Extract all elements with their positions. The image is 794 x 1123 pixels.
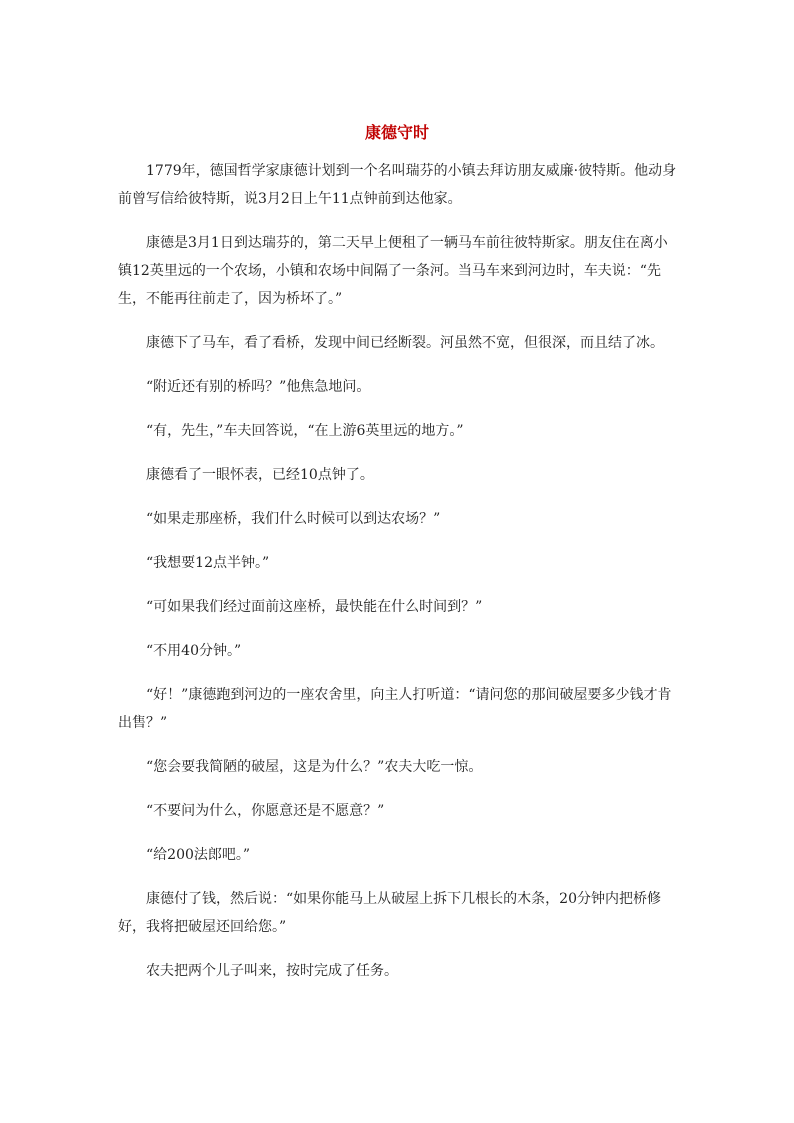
paragraph: “不用40分钟。” (146, 643, 242, 659)
paragraph: “给200法郎吧。” (146, 847, 251, 863)
paragraph: 康德下了马车，看了看桥，发现中间已经断裂。河虽然不宽，但很深，而且结了冰。 (146, 335, 664, 351)
paragraph: “如果走那座桥，我们什么时候可以到达农场？” (146, 511, 441, 527)
paragraph: “不要问为什么，你愿意还是不愿意？” (146, 803, 385, 819)
paragraph: “您会要我简陋的破屋，这是为什么？”农夫大吃一惊。 (146, 759, 483, 775)
paragraph: “有，先生，”车夫回答说，“在上游6英里远的地方。” (146, 423, 464, 439)
paragraph: 康德付了钱，然后说：“如果你能马上从破屋上拆下几根长的木条，20分钟内把桥修好，我将把破屋还回给您。” (118, 891, 661, 935)
document-title: 康德守时 (364, 123, 429, 142)
paragraph: 1779年，德国哲学家康德计划到一个名叫瑞芬的小镇去拜访朋友威廉·彼特斯。他动身前曾写信给彼特斯，说3月2日上午11点钟前到达他家。 (118, 163, 677, 207)
paragraph: “附近还有别的桥吗？”他焦急地问。 (146, 379, 371, 395)
paragraph: 康德是3月1日到达瑞芬的，第二天早上便租了一辆马车前往彼特斯家。朋友住在离小镇12英里远的一个农场，小镇和农场中间隔了一条河。当马车来到河边时，车夫说：“先生，不能再往前走了，因为桥坏了。” (118, 235, 668, 307)
document-body (118, 157, 678, 1001)
paragraph: “我想要12点半钟。” (146, 555, 270, 571)
paragraph: 康德看了一眼怀表，已经10点钟了。 (146, 467, 374, 483)
paragraph: 农夫把两个儿子叫来，按时完成了任务。 (146, 963, 398, 979)
paragraph: “可如果我们经过面前这座桥，最快能在什么时间到？” (146, 599, 483, 615)
paragraph: “好！”康德跑到河边的一座农舍里，向主人打听道：“请问您的那间破屋要多少钱才肯出售？” (118, 687, 672, 731)
